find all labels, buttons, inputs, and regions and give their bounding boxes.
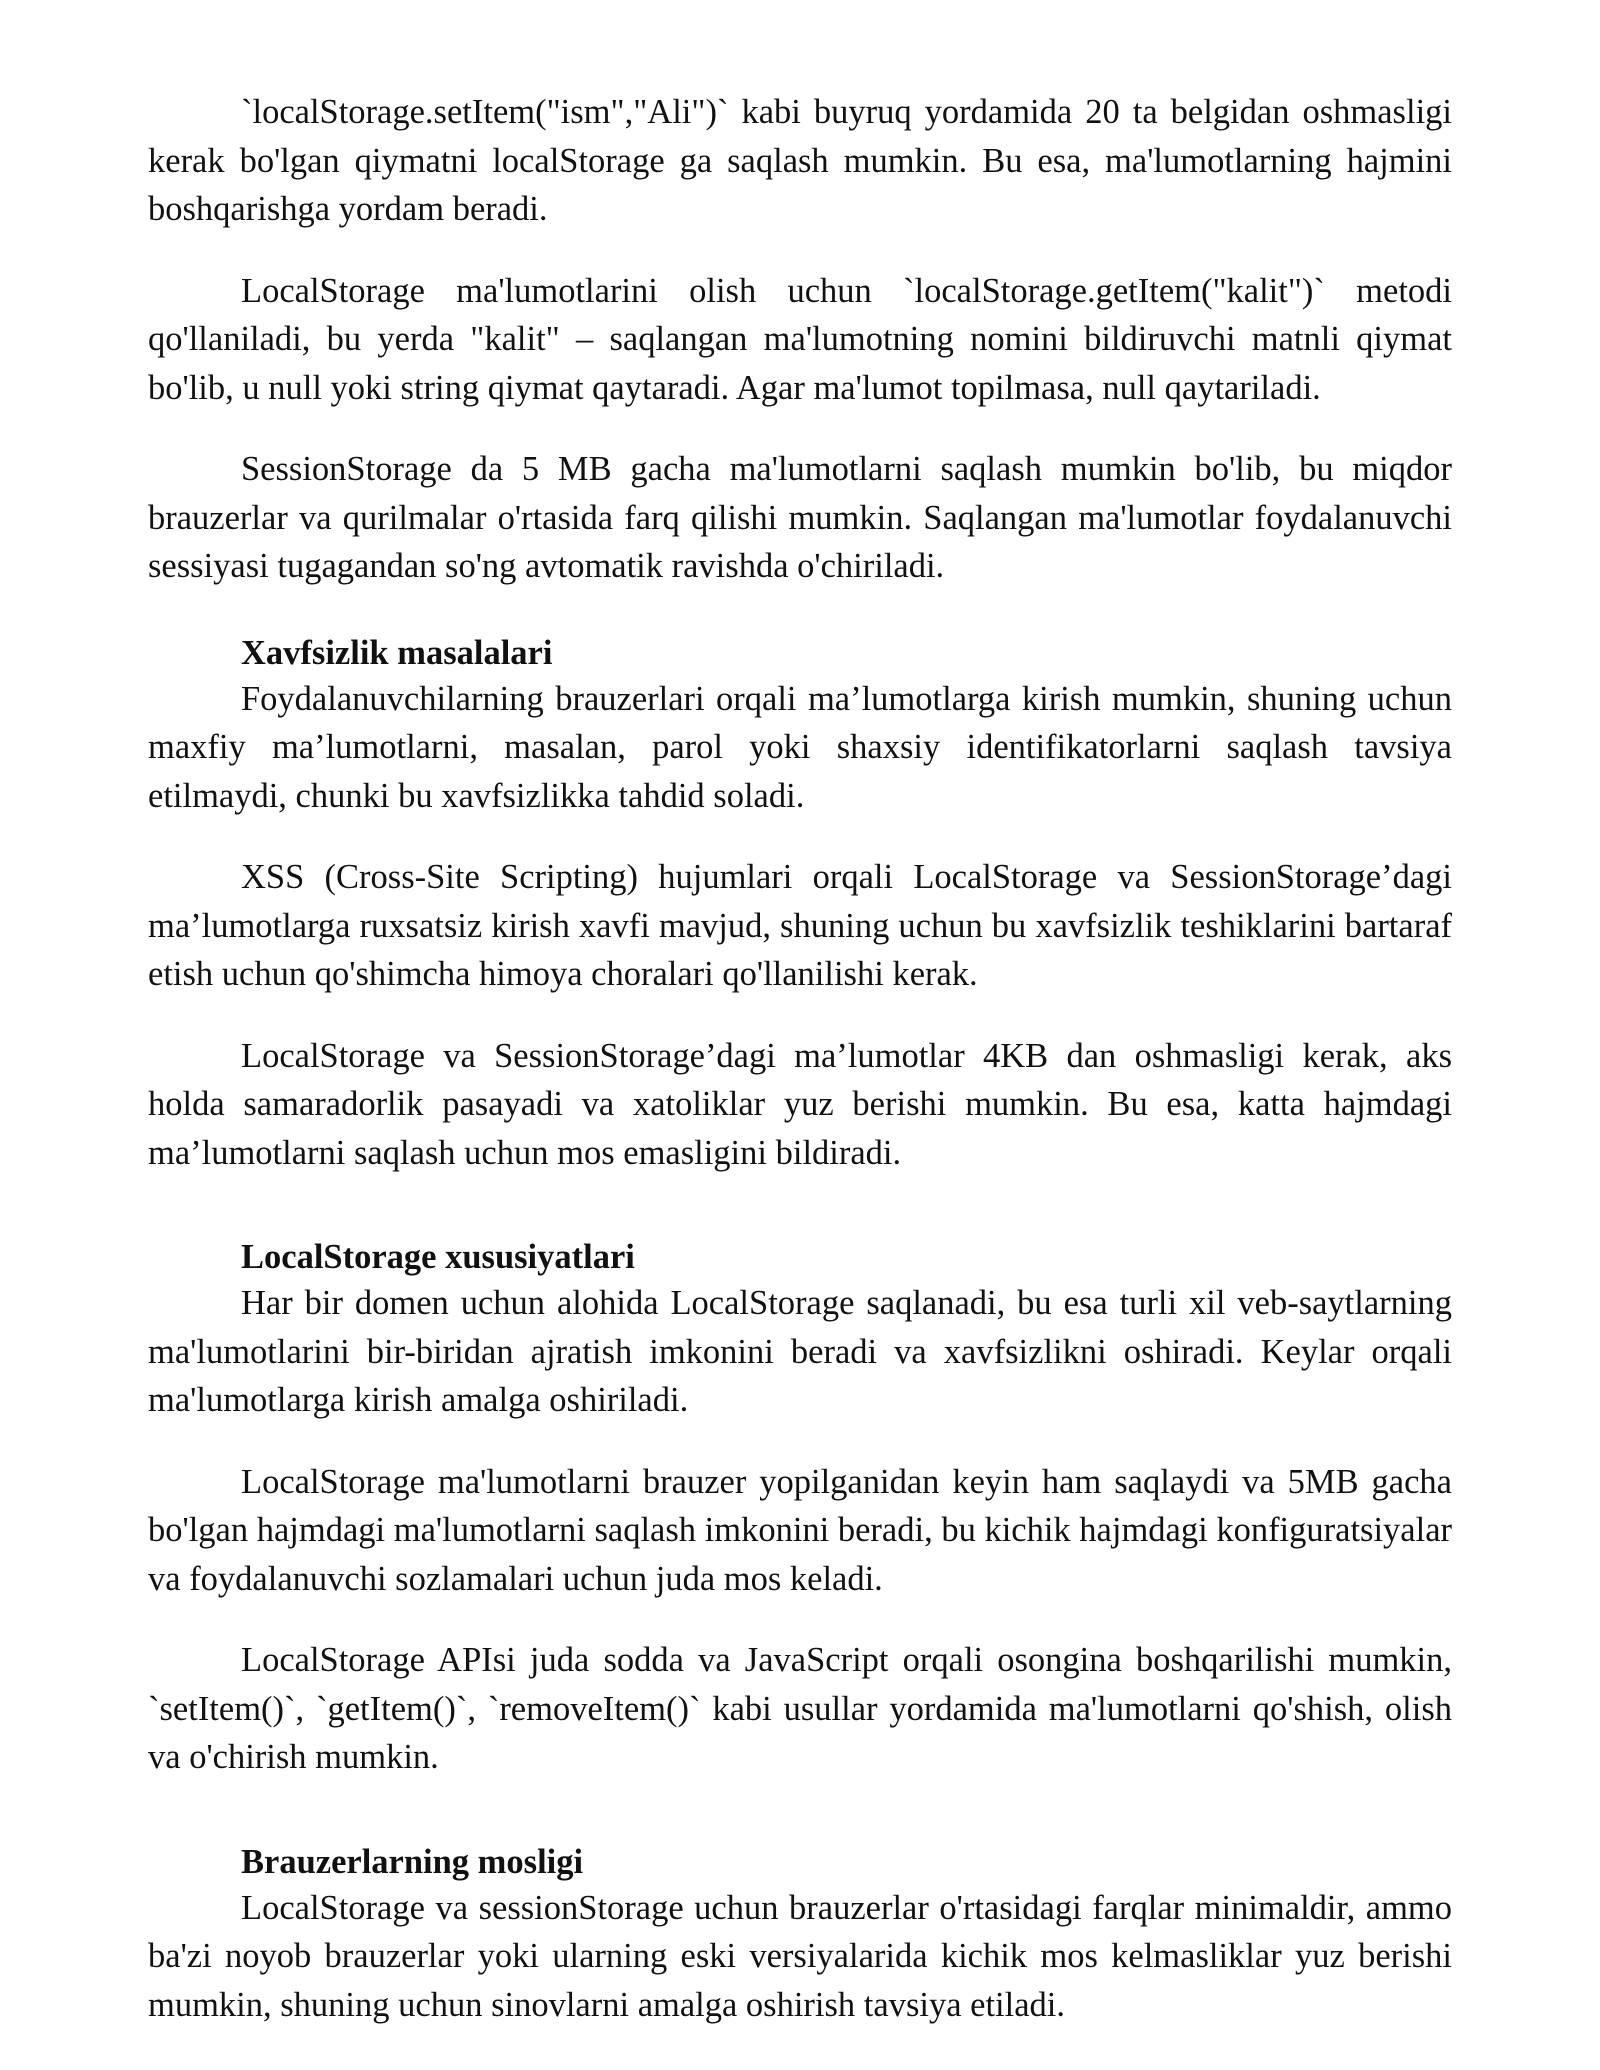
- paragraph-security-xss: XSS (Cross-Site Scripting) hujumlari orqali LocalStorage va SessionStorage’dagi ma’lumotlarga ruxsatsiz kirish xavfi mavjud, shuning uchun bu xavfsizlik teshiklarini bartaraf etish uchun qo'shimcha himoya choralari qo'llanilishi kerak.: [148, 858, 1452, 993]
- heading-localstorage-features: LocalStorage xususiyatlari: [241, 1238, 635, 1276]
- heading-browser-compat: Brauzerlarning mosligi: [241, 1842, 584, 1881]
- paragraph-getitem: LocalStorage ma'lumotlarini olish uchun `localStorage.getItem("kalit")` metodi qo'llaniladi, bu yerda "kalit" – saqlangan ma'lumotning nomini bildiruvchi matnli qiymat bo'lib, u null yoki string qiymat qaytaradi. Agar ma'lumot topilmasa, null qaytariladi.: [148, 271, 1452, 407]
- paragraph-features-persist: LocalStorage ma'lumotlarni brauzer yopilganidan keyin ham saqlaydi va 5MB gacha bo'lgan hajmdagi ma'lumotlarni saqlash imkonini beradi, bu kichik hajmdagi konfiguratsiyalar va foydalanuvchi sozlamalari uchun juda mos keladi.: [148, 1462, 1452, 1598]
- paragraph-setitem: `localStorage.setItem("ism","Ali")` kabi buyruq yordamida 20 ta belgidan oshmasligi kerak bo'lgan qiymatni localStorage ga saqlash mumkin. Bu esa, ma'lumotlarning hajmini boshqarishga yordam beradi.: [148, 93, 1452, 228]
- paragraph-sessionstorage: SessionStorage da 5 MB gacha ma'lumotlarni saqlash mumkin bo'lib, bu miqdor brauzerlar va qurilmalar o'rtasida farq qilishi mumkin. Saqlangan ma'lumotlar foydalanuvchi sessiyasi tugagandan so'ng avtomatik ravishda o'chiriladi.: [148, 450, 1452, 585]
- paragraph-security-1: Foydalanuvchilarning brauzerlari orqali ma’lumotlarga kirish mumkin, shuning uchun maxfiy ma’lumotlarni, masalan, parol yoki shaxsiy identifikatorlarni saqlash tavsiya etilmaydi, chunki bu xavfsizlikka tahdid soladi.: [148, 679, 1452, 815]
- paragraph-security-size: LocalStorage va SessionStorage’dagi ma’lumotlar 4KB dan oshmasligi kerak, aks holda samaradorlik pasayadi va xatoliklar yuz berishi mumkin. Bu esa, katta hajmdagi ma’lumotlarni saqlash uchun mos emasligini bildiradi.: [148, 1036, 1452, 1172]
- document-page: [148, 88, 1452, 2029]
- paragraph-features-domain: Har bir domen uchun alohida LocalStorage saqlanadi, bu esa turli xil veb-saytlarning ma'lumotlarini bir-biridan ajratish imkonini beradi va xavfsizlikni oshiradi. Keylar orqali ma'lumotlarga kirish amalga oshiriladi.: [148, 1284, 1452, 1419]
- paragraph-features-api: LocalStorage APIsi juda sodda va JavaScript orqali osongina boshqarilishi mumkin, `setItem()`, `getItem()`, `removeItem()` kabi usullar yordamida ma'lumotlarni qo'shish, olish va o'chirish mumkin.: [148, 1641, 1452, 1776]
- heading-security: Xavfsizlik masalalari: [241, 633, 553, 672]
- paragraph-browser-compat: LocalStorage va sessionStorage uchun brauzerlar o'rtasidagi farqlar minimaldir, ammo ba'zi noyob brauzerlar yoki ularning eski versiyalarida kichik mos kelmasliklar yuz berishi mumkin, shuning uchun sinovlarni amalga oshirish tavsiya etiladi.: [148, 1888, 1452, 2024]
